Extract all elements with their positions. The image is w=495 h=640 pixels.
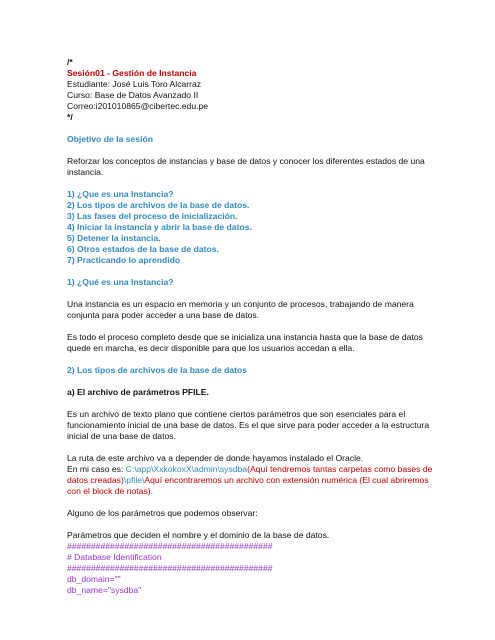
- note-file: Aquí encontraremos un archivo con extensión numérica (El cual abriremos con el block de notas).: [67, 475, 429, 496]
- pfile-subheading: a) El archivo de parámetros PFILE.: [67, 387, 209, 397]
- header-block: [67, 57, 435, 123]
- pfile-paragraph-2: La ruta de este archivo va a depender de donde hayamos instalado el Oracle.: [67, 453, 364, 463]
- topic-item: 5) Detener la instancia.: [67, 233, 161, 243]
- topic-item: 3) Las fases del proceso de inicialización.: [67, 211, 238, 221]
- code-hash-line: ###########################################: [67, 541, 273, 551]
- objective-text: Reforzar los conceptos de instancias y base de datos y conocer los diferentes estados de una instancia.: [67, 156, 425, 177]
- example-prefix: En mi caso es:: [67, 464, 126, 474]
- course-line: Curso: Base de Datos Avanzado II: [67, 90, 199, 100]
- pfile-paragraph-4: Parámetros que deciden el nombre y el dominio de la base de datos.: [67, 530, 330, 540]
- code-hash-line: ###########################################: [67, 563, 273, 573]
- document-title: Sesión01 - Gestión de Instancia: [67, 68, 197, 78]
- topic-item: 6) Otros estados de la base de datos.: [67, 244, 219, 254]
- code-db-name: db_name="sysdba": [67, 585, 142, 595]
- topic-item: 4) Iniciar la instancia y abrir la base de datos.: [67, 222, 252, 232]
- topic-item: 2) Los tipos de archivos de la base de datos.: [67, 200, 250, 210]
- section1-paragraph-2: Es todo el proceso completo desde que se inicializa una instancia hasta que la base de datos quede en marcha, es decir disponible para que los usuarios accedan a ella.: [67, 332, 423, 353]
- note-folders: (Aquí tendremos tantas carpetas como bases de datos creadas): [67, 464, 433, 485]
- email-line: Correo:i201010865@cibertec.edu.pe: [67, 101, 209, 111]
- code-comment: # Database Identification: [67, 552, 162, 562]
- topic-item: 1) ¿Que es una Instancia?: [67, 189, 174, 199]
- pfile-paragraph-1: Es un archivo de texto plano que contiene ciertos parámetros que son esenciales para el funcionamiento inicial de una base de datos. Es el que sirve para poder acceder a la estructura inicial de una base de datos.: [67, 409, 430, 441]
- path-pfile: \pfile\: [123, 475, 145, 485]
- pfile-paragraph-3: Alguno de los parámetros que podemos observar:: [67, 508, 258, 518]
- student-line: Estudiante: José Luis Toro Alcarraz: [67, 79, 202, 89]
- open-comment: /*: [67, 57, 73, 67]
- code-block: [67, 541, 435, 596]
- path-sysdba: C:\app\XxkokoxX\admin\sysdba: [125, 464, 248, 474]
- close-comment: */: [67, 112, 73, 122]
- pfile-path-example: [67, 464, 435, 497]
- section1-heading: 1) ¿Qué es una Instancia?: [67, 277, 174, 287]
- code-db-domain: db_domain="": [67, 574, 121, 584]
- topics-list: [67, 189, 435, 266]
- topic-item: 7) Practicando lo aprendido: [67, 255, 181, 265]
- objective-heading: Objetivo de la sesión: [67, 134, 153, 144]
- section2-heading: 2) Los tipos de archivos de la base de datos: [67, 365, 248, 375]
- section1-paragraph-1: Una instancia es un espacio en memoria y un conjunto de procesos, trabajando de manera conjunta para poder acceder a una base de datos.: [67, 299, 414, 320]
